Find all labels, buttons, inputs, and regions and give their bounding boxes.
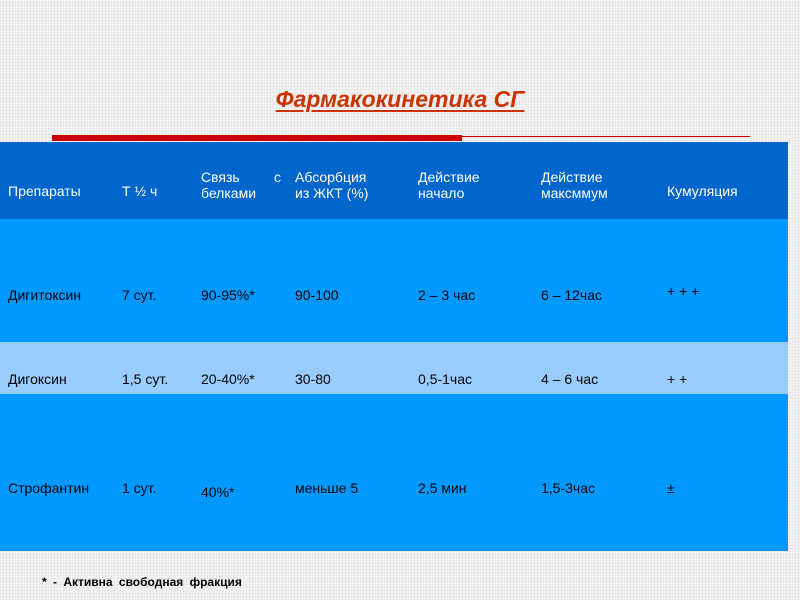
header-binding-word2: с [274,169,281,185]
table-row [0,342,788,394]
slide-title: Фармакокинетика СГ [275,86,525,112]
header-onset-line1: Действие [418,169,480,185]
cell-binding: 90-95%* [201,287,255,303]
cell-half-life: 1 сут. [122,480,157,496]
header-onset-line2: начало [418,185,465,201]
header-absorption [295,169,368,201]
cell-binding: 40%* [201,484,235,500]
cell-cumulation: ± [667,480,675,496]
cell-absorption: меньше 5 [295,480,359,496]
table-header-row [0,142,788,219]
cell-half-life: 1,5 сут. [122,371,169,387]
cell-absorption: 30-80 [295,371,331,387]
cell-absorption: 90-100 [295,287,339,303]
header-binding [201,169,281,201]
cell-max: 1,5-3час [541,480,595,496]
title-rule-thick [52,135,462,141]
cell-max: 4 – 6 час [541,371,599,387]
cell-onset: 2,5 мин [418,480,467,496]
header-absorption-line2: из ЖКТ (%) [295,185,369,201]
header-absorption-line1: Абсорбция [295,169,367,185]
header-max-line2: максммум [541,185,608,201]
header-binding-line2: белками [201,185,257,201]
cell-drug: Строфантин [8,480,90,496]
cell-cumulation: + + + [667,283,700,299]
cell-onset: 0,5-1час [418,371,472,387]
table-row [0,219,788,342]
footnote: * - Активна свободная фракция [42,575,242,589]
cell-cumulation: + + [667,371,688,387]
cell-half-life: 7 сут. [122,287,157,303]
cell-binding: 20-40%* [201,371,255,387]
cell-drug: Дигоксин [8,371,67,387]
cell-drug: Дигитоксин [8,287,82,303]
header-max [541,169,608,201]
cell-max: 6 – 12час [541,287,603,303]
table-row [0,394,788,551]
header-binding-word1: Связь [201,169,240,185]
pharmacokinetics-table [0,142,788,551]
header-max-line1: Действие [541,169,603,185]
header-cumulation: Кумуляция [667,183,738,199]
header-onset [418,169,480,201]
title-rule-thin [462,136,750,137]
header-drug: Препараты [8,183,81,199]
cell-onset: 2 – 3 час [418,287,476,303]
header-half-life: Т ½ ч [122,183,158,199]
